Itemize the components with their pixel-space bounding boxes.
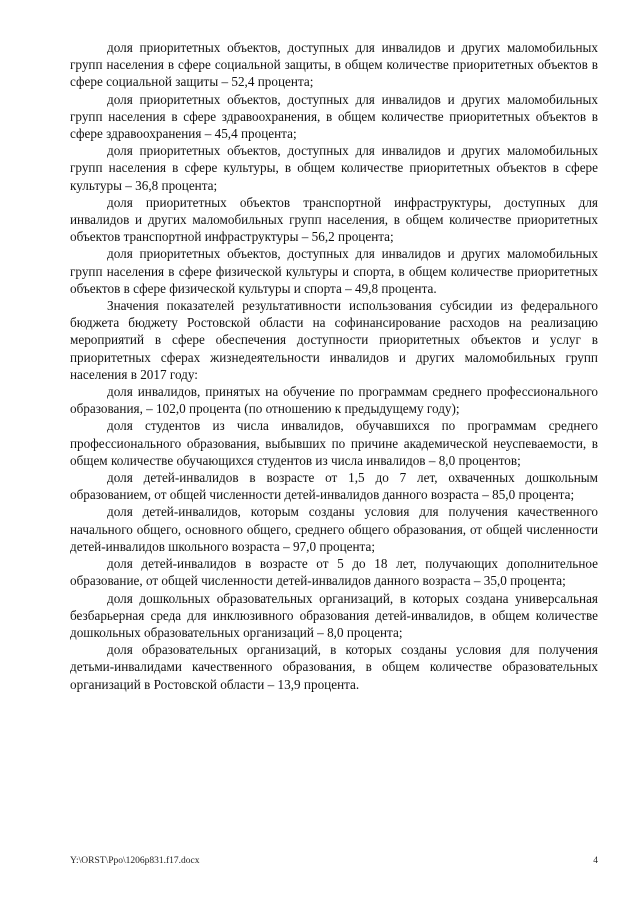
paragraph-additional-education: доля детей-инвалидов в возрасте от 5 до 18 лет, получающих дополнительное образование, от общей численности детей-инвалидов данного возраста – 35,0 процента; xyxy=(70,556,598,589)
paragraph-social-protection: доля приоритетных объектов, доступных для инвалидов и других маломобильных групп населения в сфере социальной защиты, в общем количестве приоритетных объектов в сфере социальной защиты – 52,4 процента; xyxy=(70,40,598,90)
paragraph-preschool-coverage: доля детей-инвалидов в возрасте от 1,5 до 7 лет, охваченных дошкольным образованием, от общей численности детей-инвалидов данного возраста – 85,0 процента; xyxy=(70,470,598,503)
paragraph-student-dropout: доля студентов из числа инвалидов, обучавшихся по программам среднего профессионального образования, выбывших по причине академической неуспеваемости, в общем количестве обучающихся студентов из числа инвалидов – 8,0 процентов; xyxy=(70,418,598,468)
paragraph-educational-organizations: доля образовательных организаций, в которых созданы условия для получения детьми-инвалидами качественного образования, в общем количестве образовательных организаций в Ростовской области – 13,9 процента. xyxy=(70,642,598,692)
paragraph-transport: доля приоритетных объектов транспортной инфраструктуры, доступных для инвалидов и других маломобильных групп населения, в общем количестве приоритетных объектов транспортной инфраструктуры – 56,2 процента; xyxy=(70,194,598,245)
paragraph-general-education: доля детей-инвалидов, которым созданы условия для получения качественного начального общего, основного общего, среднего общего образования, от общей численности детей-инвалидов школьного возраста – 97,0 процента; xyxy=(70,504,598,554)
footer-file-path: Y:\ORST\Ppo\1206p831.f17.docx xyxy=(70,856,200,866)
paragraph-culture: доля приоритетных объектов, доступных для инвалидов и других маломобильных групп населения в сфере культуры, в общем количестве приоритетных объектов в сфере культуры – 36,8 процента; xyxy=(70,143,598,193)
footer-page-number: 4 xyxy=(593,856,598,866)
paragraph-vocational-admission: доля инвалидов, принятых на обучение по программам среднего профессионального образования, – 102,0 процента (по отношению к предыдущему году); xyxy=(70,384,598,417)
paragraph-healthcare: доля приоритетных объектов, доступных для инвалидов и других маломобильных групп населения в сфере здравоохранения, в общем количестве приоритетных объектов в сфере здравоохранения – 45,4 процента; xyxy=(70,91,598,142)
paragraph-barrier-free-preschool: доля дошкольных образовательных организаций, в которых создана универсальная безбарьерная среда для инклюзивного образования детей-инвалидов, в общем количестве дошкольных образовательных организаций – 8,0 процента; xyxy=(70,590,598,640)
paragraph-subsidy-indicators: Значения показателей результативности использования субсидии из федерального бюджета бюджету Ростовской области на софинансирование расходов на реализацию мероприятий в сфере обеспечения доступности приоритетных объектов и услуг в приоритетных сферах жизнедеятельности инвалидов и других маломобильных групп населения в 2017 году: xyxy=(70,298,598,382)
paragraph-sport: доля приоритетных объектов, доступных для инвалидов и других маломобильных групп населения в сфере физической культуры и спорта, в общем количестве приоритетных объектов в сфере физической культуры и спорта – 49,8 процента. xyxy=(70,246,598,296)
document-body xyxy=(70,39,598,693)
